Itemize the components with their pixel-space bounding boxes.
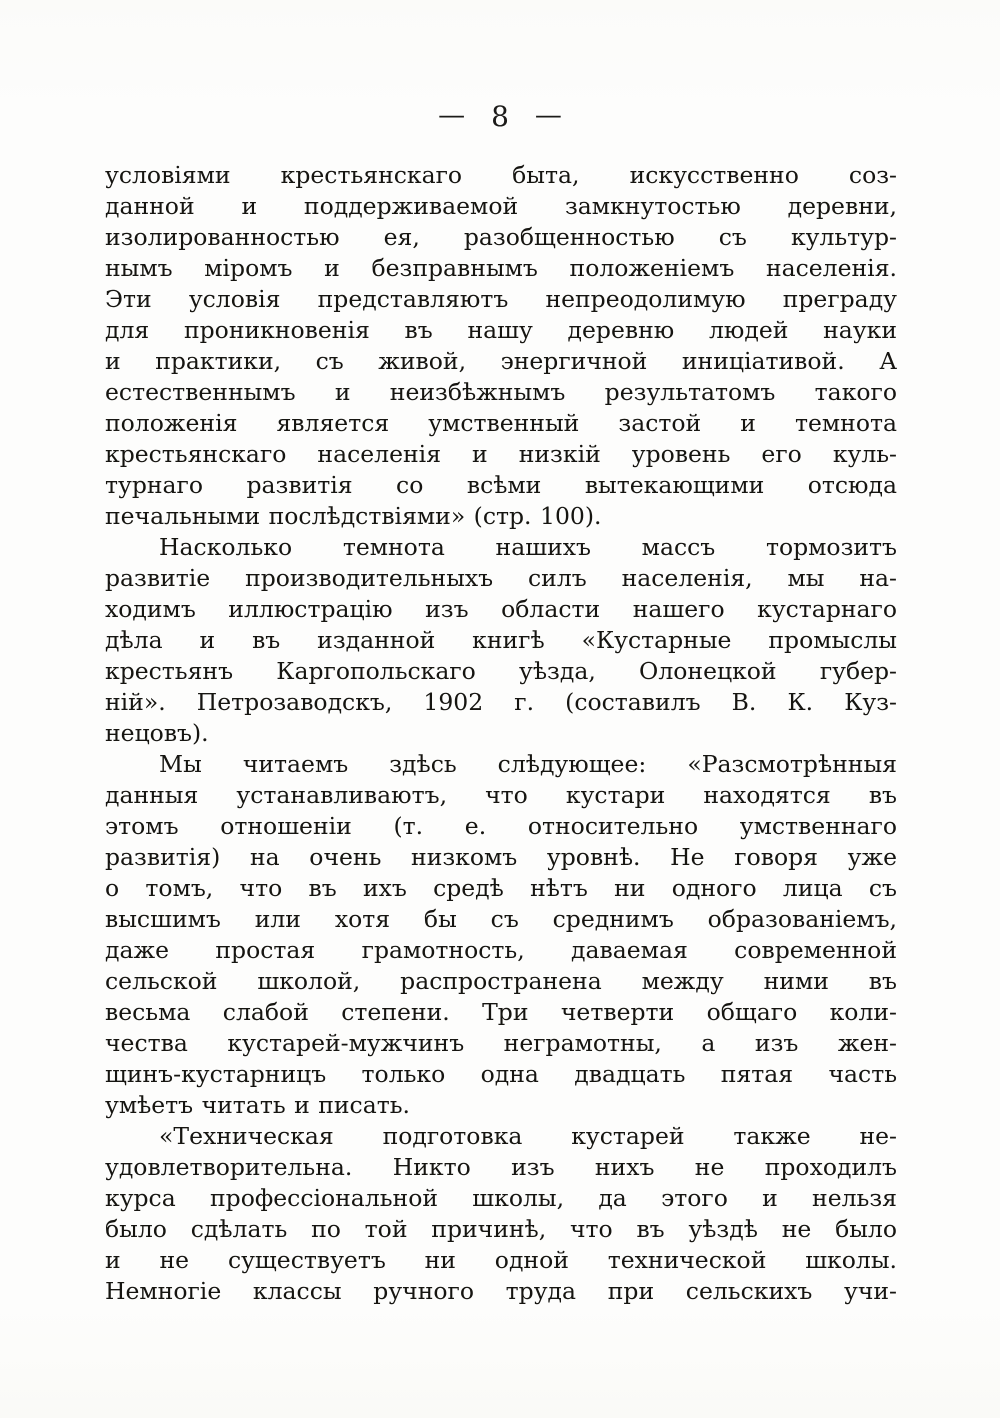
- page-number: 8: [491, 100, 509, 133]
- text-line: Насколько темнота нашихъ массъ тормозитъ: [159, 533, 897, 561]
- header-dash-right: —: [534, 100, 562, 131]
- text-line: данной и поддерживаемой замкнутостью деревни,: [105, 192, 897, 220]
- text-line: развитіе производительныхъ силъ населенія, мы на-: [105, 564, 897, 592]
- text-line: турнаго развитія со всѣми вытекающими отсюда: [105, 471, 897, 499]
- text-line: изолированностью ея, разобщенностью съ культур-: [105, 223, 897, 251]
- text-line: ходимъ иллюстрацію изъ области нашего кустарнаго: [105, 595, 897, 623]
- text-line: дѣла и въ изданной книгѣ «Кустарные промыслы: [105, 626, 897, 654]
- text-line: и не существуетъ ни одной технической школы.: [105, 1246, 897, 1274]
- page-body: [105, 160, 897, 1307]
- text-line: ній». Петрозаводскъ, 1902 г. (составилъ В. К. Куз-: [105, 688, 897, 716]
- text-line: щинъ-кустарницъ только одна двадцать пятая часть: [105, 1060, 897, 1088]
- page-header: [0, 100, 1000, 133]
- paragraph: [105, 532, 897, 749]
- text-line: умѣетъ читать и писать.: [105, 1091, 410, 1119]
- text-line: естественнымъ и неизбѣжнымъ результатомъ такого: [105, 378, 897, 406]
- text-line: этомъ отношеніи (т. е. относительно умственнаго: [105, 812, 897, 840]
- text-line: высшимъ или хотя бы съ среднимъ образованіемъ,: [105, 905, 897, 933]
- text-line: было сдѣлать по той причинѣ, что въ уѣздѣ не было: [105, 1215, 897, 1243]
- text-line: курса профессіональной школы, да этого и нельзя: [105, 1184, 897, 1212]
- text-line: крестьянскаго населенія и низкій уровень его куль-: [105, 440, 897, 468]
- header-dash-left: —: [438, 100, 466, 131]
- text-line: для проникновенія въ нашу деревню людей науки: [105, 316, 897, 344]
- text-line: крестьянъ Каргопольскаго уѣзда, Олонецкой губер-: [105, 657, 897, 685]
- text-line: о томъ, что въ ихъ средѣ нѣтъ ни одного лица съ: [105, 874, 897, 902]
- text-line: данныя устанавливаютъ, что кустари находятся въ: [105, 781, 897, 809]
- text-line: нымъ міромъ и безправнымъ положеніемъ населенія.: [105, 254, 897, 282]
- paragraph: [105, 1121, 897, 1307]
- text-line: сельской школой, распространена между ними въ: [105, 967, 897, 995]
- text-line: удовлетворительна. Никто изъ нихъ не проходилъ: [105, 1153, 897, 1181]
- text-line: нецовъ).: [105, 719, 209, 747]
- text-line: даже простая грамотность, даваемая современной: [105, 936, 897, 964]
- text-line: Мы читаемъ здѣсь слѣдующее: «Разсмотрѣнныя: [159, 750, 897, 778]
- text-line: чества кустарей-мужчинъ неграмотны, а изъ жен-: [105, 1029, 897, 1057]
- text-line: Немногіе классы ручного труда при сельскихъ учи-: [105, 1277, 897, 1305]
- paragraph: [105, 749, 897, 1121]
- text-line: положенія является умственный застой и темнота: [105, 409, 897, 437]
- text-line: печальными послѣдствіями» (стр. 100).: [105, 502, 602, 530]
- text-line: «Техническая подготовка кустарей также не-: [159, 1122, 897, 1150]
- text-line: условіями крестьянскаго быта, искусственно соз-: [105, 161, 897, 189]
- text-line: Эти условія представляютъ непреодолимую преграду: [105, 285, 897, 313]
- text-line: развитія) на очень низкомъ уровнѣ. Не говоря уже: [105, 843, 897, 871]
- text-line: и практики, съ живой, энергичной иниціативой. А: [105, 347, 897, 375]
- text-line: весьма слабой степени. Три четверти общаго коли-: [105, 998, 897, 1026]
- paragraph: [105, 160, 897, 532]
